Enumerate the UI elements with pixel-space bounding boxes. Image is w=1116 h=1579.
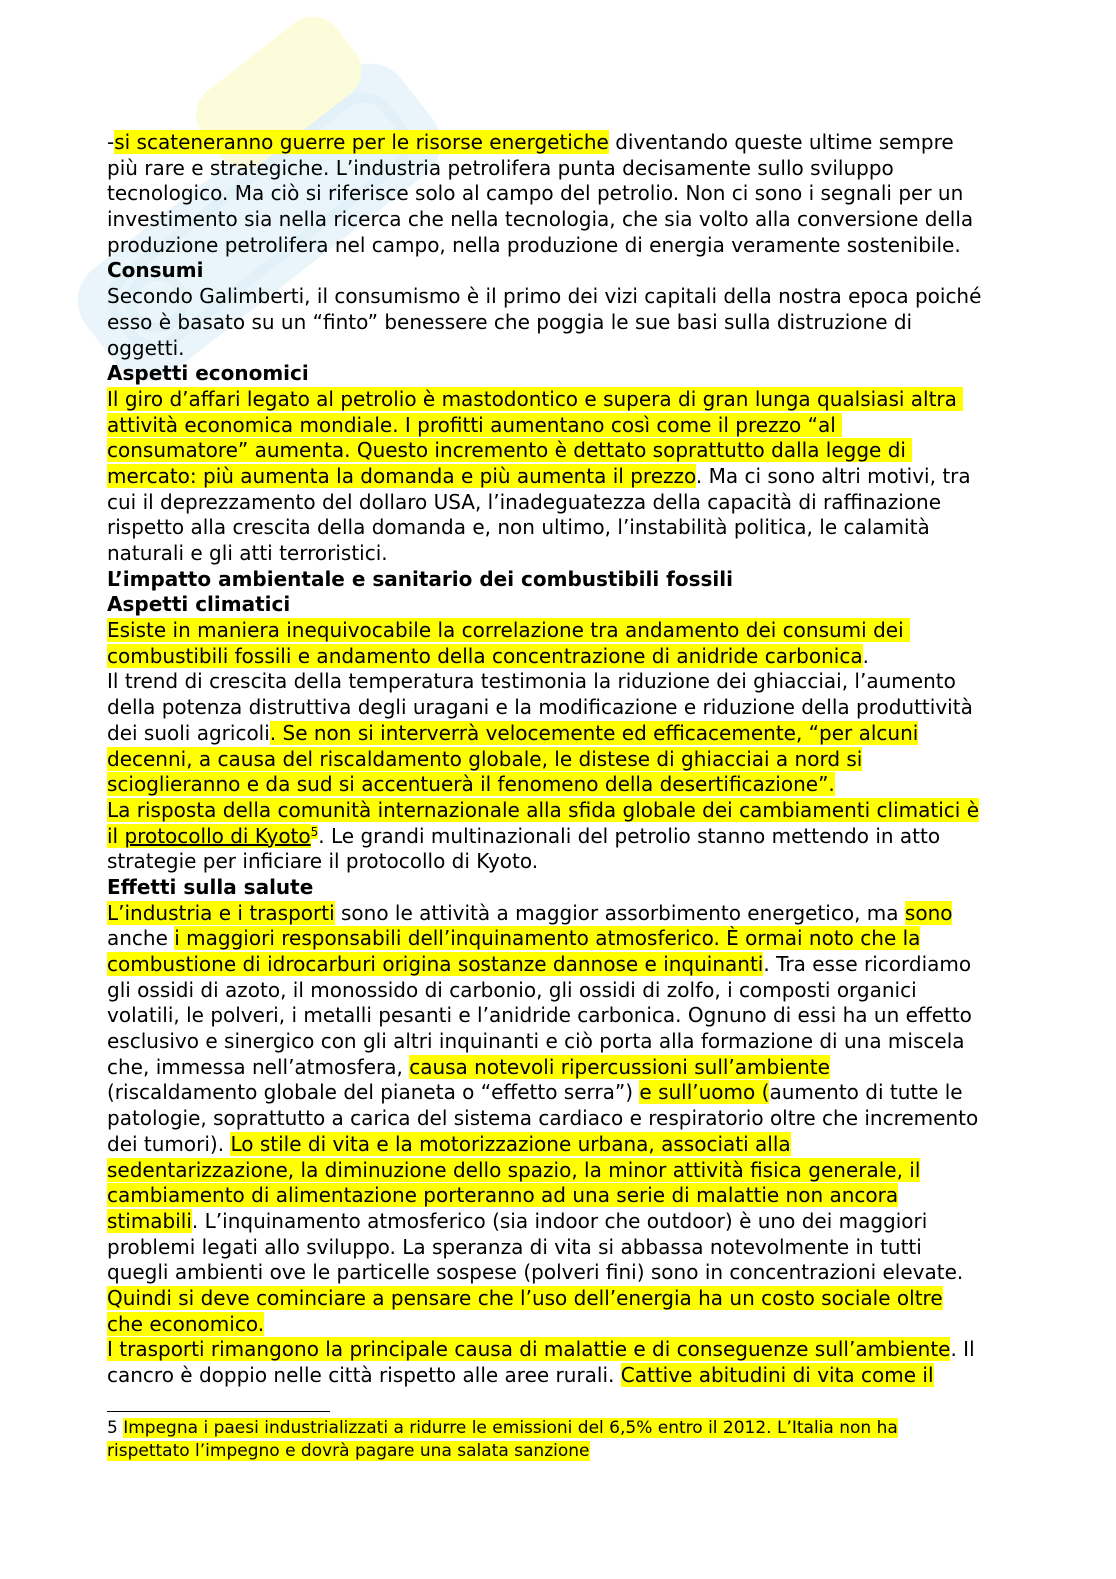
- footnote-line: [107, 1417, 898, 1440]
- text-segment: oggetti.: [107, 335, 185, 360]
- heading-text: Consumi: [107, 258, 204, 283]
- text-segment: Il trend di crescita della temperatura testimonia la riduzione dei ghiacciai, l’aumento: [107, 669, 956, 694]
- text-line: [107, 695, 981, 721]
- text-line: [107, 978, 981, 1004]
- highlighted-text: e sull’uomo (: [639, 1080, 770, 1105]
- heading-text: L’impatto ambientale e sanitario dei combustibili fossili: [107, 566, 733, 591]
- text-line: [107, 387, 981, 413]
- text-line: [107, 541, 981, 567]
- text-segment: problemi legati allo sviluppo. La speranza di vita si abbassa notevolmente in tutti: [107, 1234, 922, 1259]
- text-line: [107, 849, 981, 875]
- text-segment: investimento sia nella ricerca che nella tecnologia, che sia volto alla conversione della: [107, 207, 974, 232]
- highlighted-text: attività economica mondiale. I profitti aumentano così come il prezzo “al: [107, 412, 843, 437]
- footnote-number: 5: [107, 1418, 124, 1438]
- text-line: [107, 310, 981, 336]
- text-line: [107, 1209, 981, 1235]
- highlighted-text: decenni, a causa del riscaldamento globale, le distese di ghiacciai a nord si: [107, 746, 863, 771]
- text-line: [107, 515, 981, 541]
- text-line: [107, 772, 981, 798]
- text-segment: Secondo Galimberti, il consumismo è il primo dei vizi capitali della nostra epoca poiché: [107, 284, 982, 309]
- footnote-reference: 5: [310, 824, 319, 839]
- highlighted-text: consumatore” aumenta. Questo incremento è dettato soprattutto dalla legge di: [107, 438, 913, 463]
- heading-aspetti-climatici: [107, 592, 981, 618]
- highlighted-text: stimabili: [107, 1208, 192, 1233]
- text-segment: . L’inquinamento atmosferico (sia indoor che outdoor) è uno dei maggiori: [191, 1208, 928, 1233]
- text-segment: produzione petrolifera nel campo, nella produzione di energia veramente sostenibile.: [107, 232, 961, 257]
- footnote-separator: [107, 1411, 330, 1412]
- highlighted-text: combustione di idrocarburi origina sostanze dannose e inquinanti: [107, 952, 764, 976]
- text-segment: diventando queste ultime sempre: [608, 130, 954, 154]
- text-line: [107, 1363, 981, 1389]
- text-line: [107, 644, 981, 670]
- text-segment: patologie, soprattutto a carica del sistema cardiaco e respiratorio oltre che incremento: [107, 1106, 979, 1131]
- text-segment: aumento di tutte le: [769, 1080, 963, 1105]
- text-line: [107, 618, 981, 644]
- highlighted-text: scioglieranno e da sud si accentuerà il fenomeno della desertificazione”.: [107, 772, 835, 797]
- highlighted-text: Lo stile di vita e la motorizzazione urbana, associati alla: [230, 1131, 791, 1156]
- text-line: [107, 130, 981, 156]
- text-line: [107, 1337, 981, 1363]
- highlighted-text: Cattive abitudini di vita come il: [620, 1363, 934, 1387]
- text-segment: dei suoli agricoli: [107, 720, 270, 745]
- highlighted-text: rispettato l’impegno e dovrà pagare una salata sanzione: [107, 1441, 590, 1461]
- text-line: [107, 824, 981, 850]
- text-line: [107, 1080, 981, 1106]
- text-segment: naturali e gli atti terroristici.: [107, 541, 388, 565]
- text-segment: della potenza distruttiva degli uragani e la modificazione e riduzione della produttività: [107, 695, 973, 720]
- text-segment: volatili, le polveri, i metalli pesanti e l’anidride carbonica. Ognuno di essi ha un effetto: [107, 1003, 972, 1028]
- heading-text: Effetti sulla salute: [107, 874, 314, 899]
- heading-text: Aspetti climatici: [107, 592, 291, 617]
- text-line: [107, 336, 981, 362]
- text-line: [107, 952, 981, 978]
- text-line: [107, 1260, 981, 1286]
- text-line: [107, 1286, 981, 1312]
- text-segment: cui il deprezzamento del dollaro USA, l’inadeguatezza della capacità di raffinazione: [107, 489, 942, 514]
- text-segment: . Le grandi multinazionali del petrolio stanno mettendo in atto: [318, 823, 941, 848]
- heading-impatto-ambientale: [107, 567, 981, 593]
- text-segment: . Tra esse ricordiamo: [763, 952, 972, 976]
- text-segment: più rare e strategiche. L’industria petrolifera punta decisamente sullo sviluppo: [107, 155, 894, 180]
- text-segment: . Ma ci sono altri motivi, tra: [695, 463, 971, 488]
- highlighted-text: L’industria e i trasporti: [107, 900, 335, 925]
- text-segment: sono le attività a maggior assorbimento energetico, ma: [334, 900, 905, 925]
- text-segment: tecnologico. Ma ciò si riferisce solo al campo del petrolio. Non ci sono i segnali per un: [107, 181, 964, 206]
- text-line: [107, 1312, 981, 1338]
- text-segment: quegli ambienti ove le particelle sospese (polveri fini) sono in concentrazioni elevate.: [107, 1260, 964, 1285]
- text-line: [107, 901, 981, 927]
- text-line: [107, 413, 981, 439]
- highlighted-text: . Se non si interverrà velocemente ed efficacemente, “per alcuni: [269, 720, 919, 745]
- highlighted-text: sedentarizzazione, la diminuzione dello spazio, la minor attività fisica generale, il: [107, 1157, 921, 1182]
- text-line: [107, 721, 981, 747]
- text-segment: -: [107, 130, 115, 154]
- footnote: [107, 1417, 898, 1463]
- underlined-link-protocollo-kyoto: protocollo di Kyoto: [124, 823, 311, 848]
- text-line: [107, 747, 981, 773]
- heading-aspetti-economici: [107, 361, 981, 387]
- text-line: [107, 1055, 981, 1081]
- highlighted-text: Impegna i paesi industrializzati a ridurre le emissioni del 6,5% entro il 2012. L’Italia non ha: [123, 1418, 898, 1438]
- text-line: [107, 438, 981, 464]
- highlighted-text: mercato: più aumenta la domanda e più aumenta il prezzo: [107, 463, 696, 488]
- text-segment: .: [862, 643, 869, 668]
- highlighted-text: sono: [904, 900, 953, 925]
- text-line: [107, 156, 981, 182]
- text-segment: dei tumori).: [107, 1131, 231, 1156]
- highlighted-text: combustibili fossili e andamento della concentrazione di anidride carbonica: [107, 643, 863, 668]
- highlighted-text: cambiamento di alimentazione porteranno ad una serie di malattie non ancora: [107, 1183, 899, 1208]
- highlighted-text: Esiste in maniera inequivocabile la correlazione tra andamento dei consumi dei: [107, 618, 910, 643]
- text-segment: cancro è doppio nelle città rispetto alle aree rurali.: [107, 1363, 621, 1387]
- text-line: [107, 207, 981, 233]
- text-line: [107, 284, 981, 310]
- footnote-line: [107, 1440, 898, 1463]
- highlighted-text: I trasporti rimangono la principale causa di malattie e di conseguenze sull’ambiente: [107, 1337, 951, 1362]
- text-line: [107, 669, 981, 695]
- text-line: [107, 464, 981, 490]
- text-line: [107, 1106, 981, 1132]
- text-segment: anche: [107, 926, 175, 951]
- heading-effetti-salute: [107, 875, 981, 901]
- text-segment: strategie per inficiare il protocollo di Kyoto.: [107, 849, 539, 874]
- highlighted-text: La risposta della comunità internazionale alla sfida globale dei cambiamenti climatici è: [107, 797, 979, 822]
- text-segment: gli ossidi di azoto, il monossido di carbonio, gli ossidi di zolfo, i composti organici: [107, 977, 917, 1002]
- heading-consumi: [107, 258, 981, 284]
- text-line: [107, 1132, 981, 1158]
- highlighted-text: Il giro d’affari legato al petrolio è mastodontico e supera di gran lunga qualsiasi altra: [107, 386, 964, 411]
- text-line: [107, 1003, 981, 1029]
- text-segment: . Il: [950, 1337, 975, 1362]
- highlighted-text: il: [107, 823, 125, 848]
- text-line: [107, 1183, 981, 1209]
- highlighted-text: causa notevoli ripercussioni sull’ambiente: [409, 1054, 830, 1079]
- highlighted-text: si scateneranno guerre per le risorse energetiche: [114, 130, 609, 154]
- text-line: [107, 1029, 981, 1055]
- highlighted-text: i maggiori responsabili dell’inquinamento atmosferico. È ormai noto che la: [174, 926, 921, 951]
- text-segment: esclusivo e sinergico con gli altri inquinanti e ciò porta alla formazione di una miscela: [107, 1029, 965, 1054]
- heading-text: Aspetti economici: [107, 361, 309, 386]
- text-segment: esso è basato su un “finto” benessere che poggia le sue basi sulla distruzione di: [107, 309, 913, 334]
- text-line: [107, 233, 981, 259]
- text-line: [107, 181, 981, 207]
- text-line: [107, 1235, 981, 1261]
- highlighted-text: che economico.: [107, 1311, 265, 1336]
- document-body: [107, 130, 981, 1389]
- text-segment: (riscaldamento globale del pianeta o “effetto serra”): [107, 1080, 640, 1105]
- text-line: [107, 926, 981, 952]
- highlighted-text: Quindi si deve cominciare a pensare che l’uso dell’energia ha un costo sociale oltre: [107, 1285, 943, 1310]
- text-segment: che, immessa nell’atmosfera,: [107, 1054, 410, 1079]
- text-line: [107, 1158, 981, 1184]
- text-line: [107, 798, 981, 824]
- text-line: [107, 490, 981, 516]
- text-segment: rispetto alla crescita della domanda e, non ultimo, l’instabilità politica, le calamità: [107, 515, 930, 540]
